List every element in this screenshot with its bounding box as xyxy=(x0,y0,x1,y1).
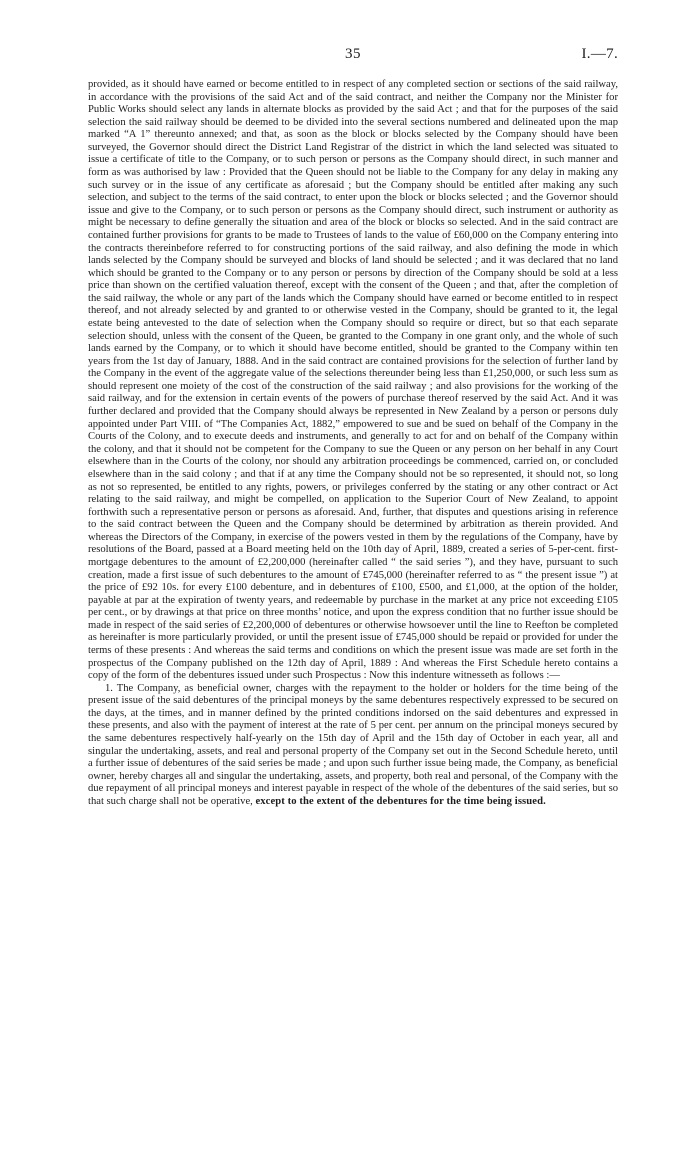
paragraph-recitals: provided, as it should have earned or become entitled to in respect of any completed section or sections of the said railway, in accordance with the provisions of the said Act and of the said contract, and neither the Company nor the Minister for Public Works should select any lands in alternate blocks as provided by the said Act ; and that for the purposes of the said selection the said railway should be deemed to be divided into the several sections numbered and delineated upon the map marked “A 1” thereunto annexed; and that, as soon as the block or blocks selected by the Company should have been surveyed, the Governor should direct the District Land Registrar of the district in which the land selected was situated to issue a certificate of title to the Company, or to such person or persons as the Company should direct, in such manner and form as was authorised by law : Provided that the Queen should not be liable to the Company for any delay in making any such survey or in the issue of any certificate as aforesaid ; but the Company should be entitled after making any such selection, and subject to the terms of the said contract, to enter upon the block or blocks selected ; and the Governor should issue and give to the Company, or to such person or persons as the Company should direct, such instrument or authority as might be necessary to define generally the situation and area of the block or blocks so selected. And in the said contract are contained further provisions for grants to be made to Trustees of lands to the value of £60,000 on the Company entering into the contracts thereinbefore referred to for constructing portions of the said railway, and also defining the mode in which lands selected by the Company should be surveyed and blocks of land should be selected ; and it was declared that no land which should be granted to the Company or to any person or persons by direction of the Company should be sold at a less price than shown on the certified valuation thereof, except with the consent of the Queen ; and that, after the completion of the said railway, the whole or any part of the lands which the Company should have earned or become entitled to in respect thereof, and not already selected by and granted to or otherwise vested in the Company, should be granted to it, the legal estate being antevested to the date of selection when the Company should so require or direct, but so that each separate selection should, unless with the consent of the Queen, be granted to the Company in one grant only, and the whole of such lands earned by the Company, or to which it should have become entitled, should be granted to the Company within ten years from the 1st day of January, 1888. And in the said contract are contained provisions for the selection of further land by the Company in the event of the aggregate value of the selections thereunder being less than £1,250,000, or such less sum as should represent one moiety of the cost of the construction of the said railway ; and also provisions for the working of the said railway, and for the extension in certain events of the powers of purchase thereof reserved by the said Act. And it was further declared and provided that the Company should always be represented in New Zealand by a person or persons duly appointed under Part VIII. of “The Companies Act, 1882,” empowered to sue and be sued on behalf of the Company in the Courts of the Colony, and to execute deeds and instruments, and generally to act for and on behalf of the Company within the colony, and that it should not be competent for the Company to sue the Queen or any person on her behalf in any Court elsewhere than in the Courts of the colony, nor should any arbitration proceedings be commenced, carried on, or concluded elsewhere than in the said colony ; and that if at any time the Company should not be so represented, it should not, so long as not so represented, be entitled to any rights, powers, or privileges conferred by the stating or any other contract or Act relating to the said railway, and might be compelled, on application to the Superior Court of New Zealand, to appoint forthwith such a representative person or persons as aforesaid. And, further, that disputes and questions arising in reference to the said contract between the Queen and the Company should be determined by arbitration as therein provided. And whereas the Directors of the Company, in exercise of the powers vested in them by the regulations of the Company, have by resolutions of the Board, passed at a Board meeting held on the 10th day of April, 1889, created a series of 5-per-cent. first-mortgage debentures to the amount of £2,200,000 (hereinafter called “ the said series ”), and they have, pursuant to such creation, made a first issue of such debentures to the amount of £745,000 (hereinafter referred to as “ the present issue ”) at the price of £92 10s. for every £100 debenture, and in debentures of £100, £500, and £1,000, at the option of the holder, payable at par at the expiration of twenty years, and redeemable by purchase in the market at any price not exceeding £105 per cent., or by drawings at that price on three months’ notice, and upon the express condition that no further issue should be made in respect of the said series of £2,200,000 of debentures or otherwise howsoever until the line to Reefton be completed as hereinafter is more particularly provided, or until the present issue of £745,000 should be repaid or provided for under the terms of these presents : And whereas the said terms and conditions on which the present issue was made are set forth in the prospectus of the Company published on the 12th day of April, 1889 : And whereas the First Schedule hereto contains a copy of the form of the debentures issued under such Prospectus : Now this indenture witnesseth as follows :— xyxy=(88,79,618,682)
document-reference: I.—7. xyxy=(581,46,618,62)
page-number: 35 xyxy=(345,46,361,62)
clause-1-text: 1. The Company, as beneficial owner, charges with the repayment to the holder or holders for the time being of the present issue of the said debentures of the principal moneys by the same debentures respectively expressed to be secured on the days, at the times, and in manner defined by the printed conditions indorsed on the said debentures and expressed in these presents, and also with the payment of interest at the rate of 5 per cent. per annum on the principal moneys secured by the same debentures respectively half-yearly on the 15th day of April and the 15th day of October in each year, all and singular the undertaking, assets, and real and personal property of the Company set out in the Second Schedule hereto, until a further issue of debentures of the said series be made ; and upon such further issue being made, the Company, as beneficial owner, hereby charges all and singular the undertaking, assets, and property, both real and personal, of the Company with the due repayment of all principal moneys and interest payable in respect of the whole of the debentures of the said series, but so that such charge shall not be operative, xyxy=(88,682,618,807)
paragraph-clause-1 xyxy=(88,683,618,809)
clause-1-emphasis: except to the extent of the debentures for the time being issued. xyxy=(255,795,546,807)
page-header xyxy=(88,46,618,68)
body-text xyxy=(88,79,618,809)
